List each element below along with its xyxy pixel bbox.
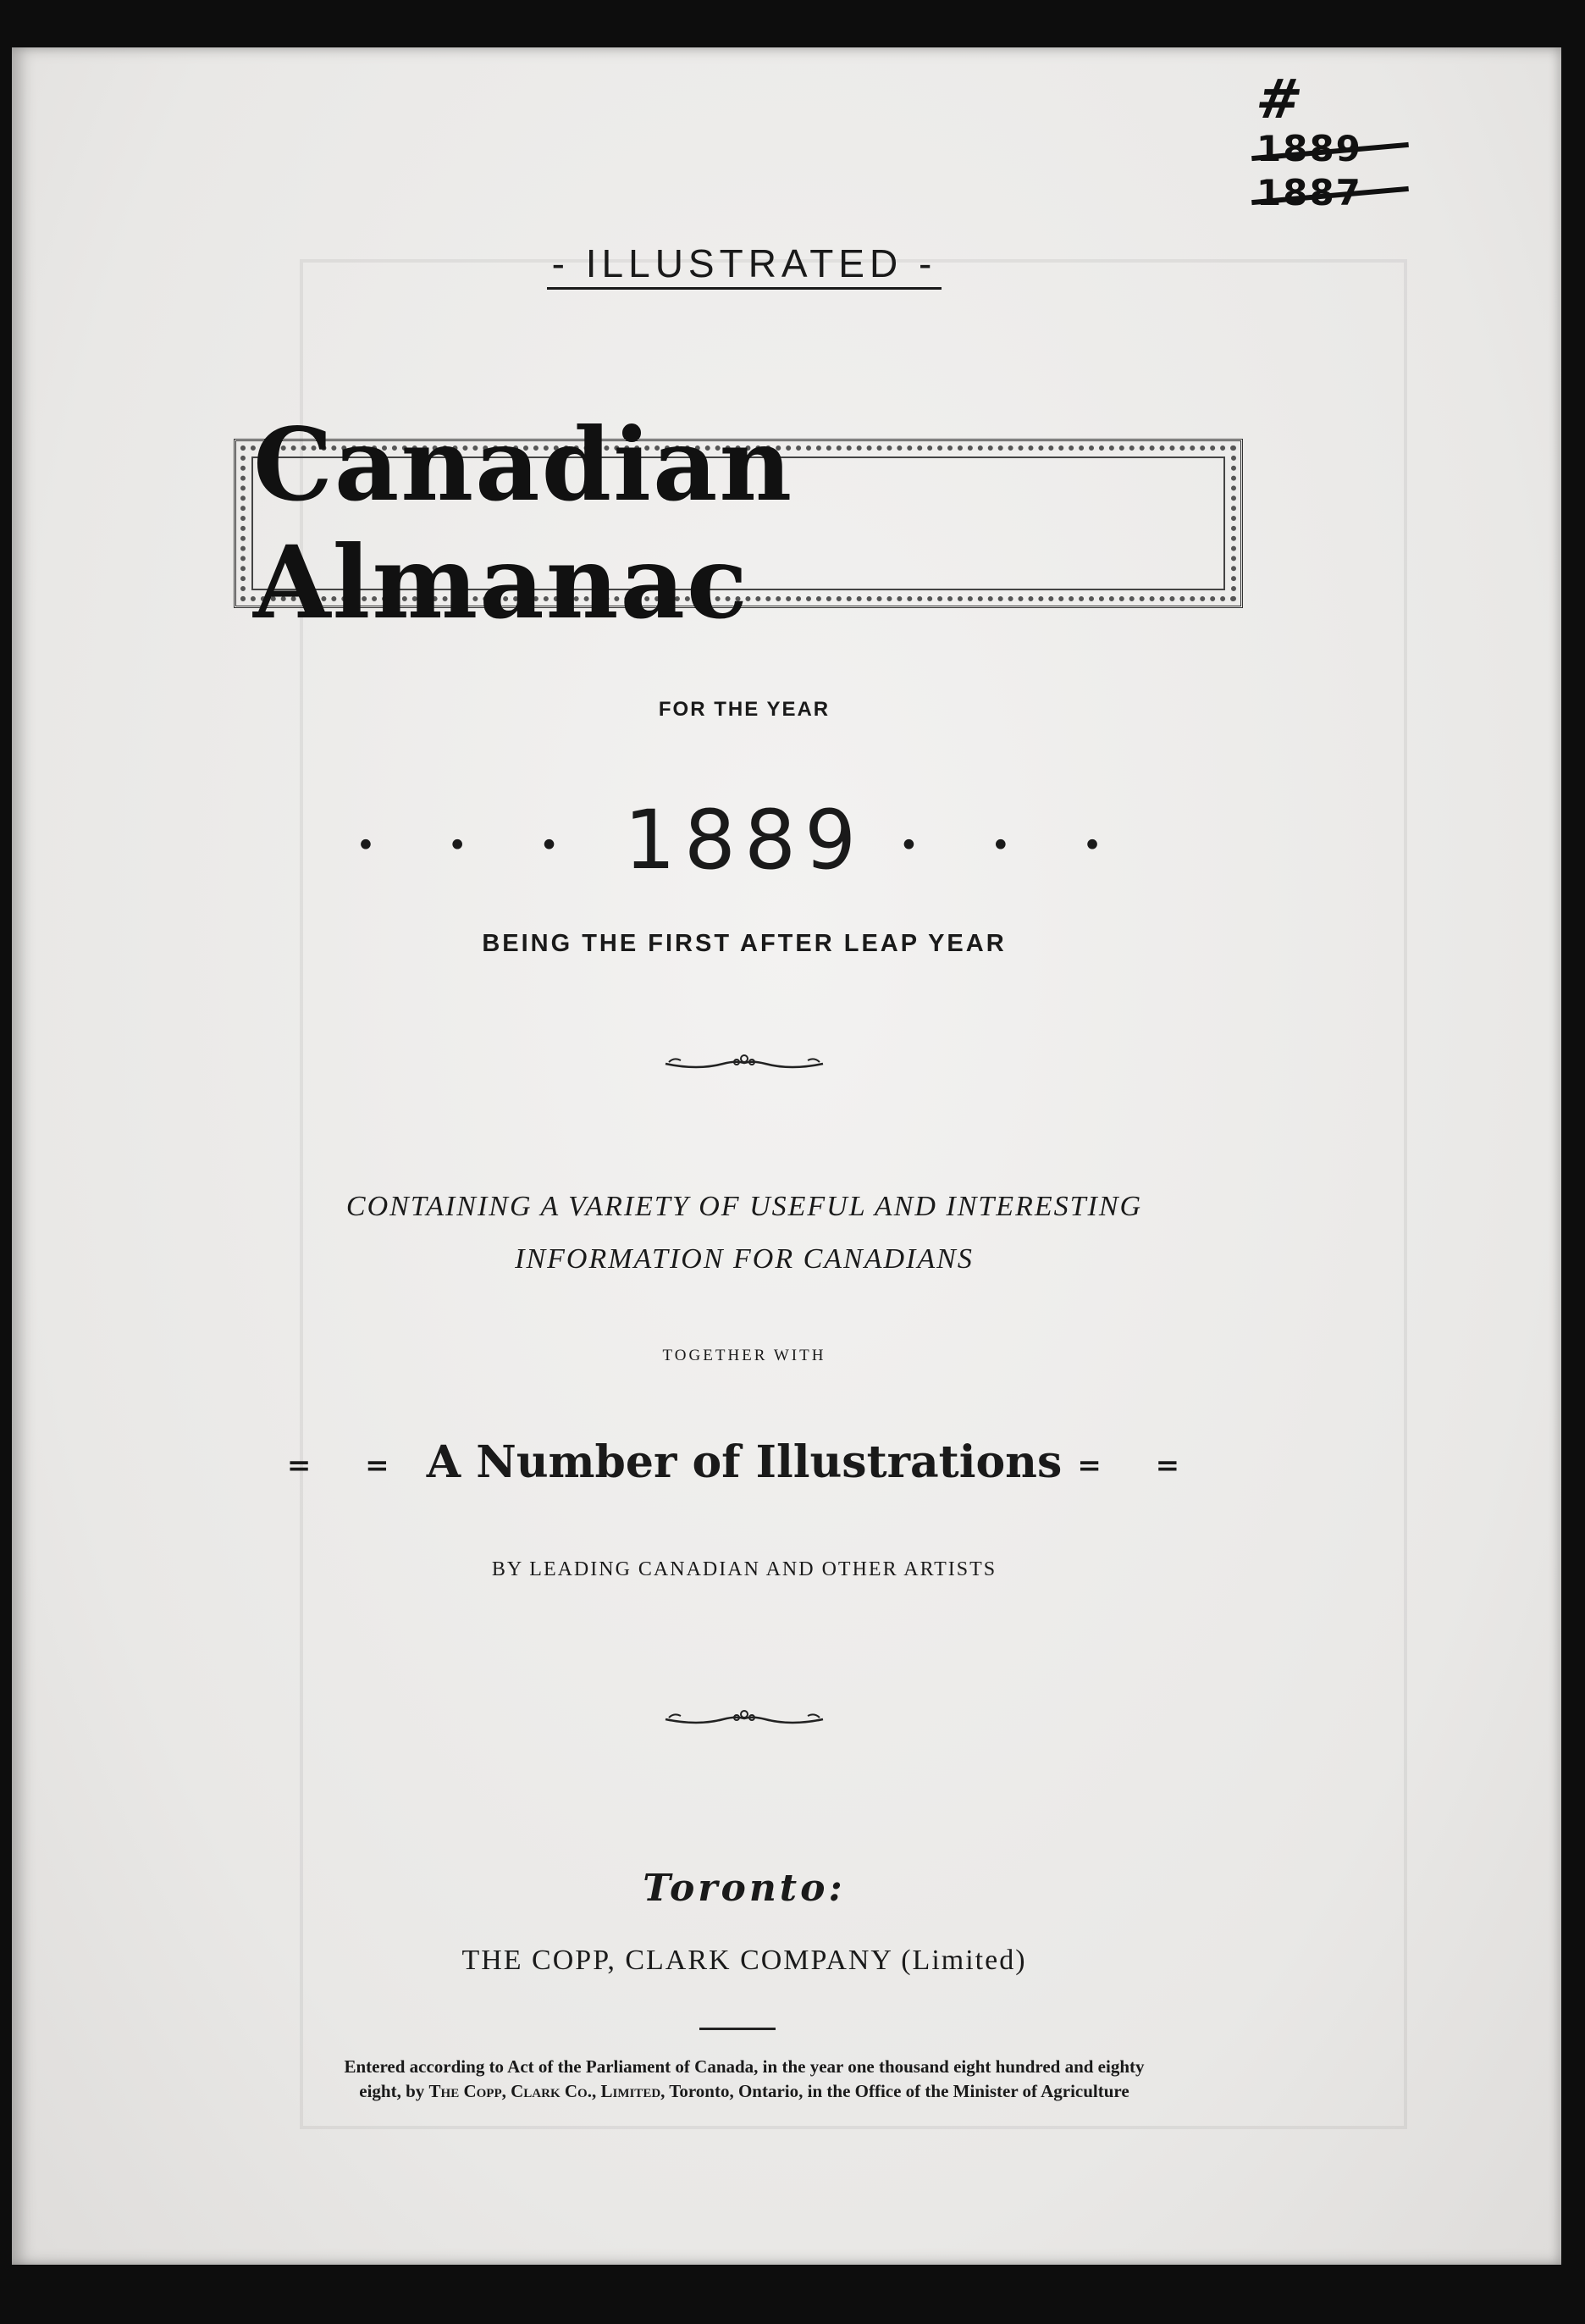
- year-row: [12, 793, 1477, 888]
- for-the-year-label: FOR THE YEAR: [658, 698, 831, 721]
- page: [12, 47, 1561, 2265]
- struck-number-1: 1889: [1256, 127, 1400, 171]
- copyright-line-2: [12, 2079, 1477, 2104]
- together-with-label: TOGETHER WITH: [662, 1347, 826, 1364]
- divider-rule: [699, 2028, 776, 2030]
- title-frame-inner: [251, 406, 1225, 641]
- contents-line-1: CONTAINING A VARIETY OF USEFUL AND INTERESTING: [345, 1191, 1143, 1222]
- illustrations-row: [12, 1436, 1477, 1488]
- flourish-ornament-top: [12, 1052, 1477, 1078]
- leap-year-line: BEING THE FIRST AFTER LEAP YEAR: [482, 930, 1007, 957]
- dots-left: • • •: [356, 826, 590, 866]
- city-label: Toronto:: [643, 1867, 846, 1910]
- handwritten-mark: #: [1251, 69, 1306, 131]
- dots-right: • • •: [898, 826, 1133, 866]
- copyright-firm-name: The Copp, Clark Co., Limited,: [428, 2081, 665, 2101]
- publisher-line: THE COPP, CLARK COMPANY (Limited): [461, 1945, 1027, 1976]
- handwritten-annotation: [1251, 69, 1400, 215]
- illustrated-heading: [12, 241, 1477, 286]
- contents-description: [12, 1181, 1477, 1286]
- dash-right: = =: [1077, 1448, 1202, 1483]
- artists-line: BY LEADING CANADIAN AND OTHER ARTISTS: [491, 1558, 997, 1580]
- dash-left: = =: [286, 1448, 411, 1483]
- struck-number-2: 1887: [1256, 171, 1400, 215]
- flourish-icon: [664, 1052, 825, 1074]
- copyright-notice: [12, 2055, 1477, 2104]
- copyright-line-2-start: eight, by: [359, 2081, 429, 2101]
- contents-line-2: INFORMATION FOR CANADIANS: [515, 1243, 974, 1275]
- year-value: 1889: [623, 793, 865, 888]
- copyright-line-2-end: Toronto, Ontario, in the Office of the Minister of Agriculture: [665, 2081, 1129, 2101]
- page-title: Canadian Almanac: [253, 406, 794, 641]
- title-frame: [234, 406, 1243, 641]
- copyright-line-1: Entered according to Act of the Parliament of Canada, in the year one thousand eight hundred and eighty: [344, 2056, 1145, 2077]
- flourish-ornament-bottom: [12, 1707, 1477, 1734]
- illustrations-heading: A Number of Illustrations: [426, 1436, 1063, 1488]
- illustrated-label: - ILLUSTRATED -: [547, 241, 942, 290]
- flourish-icon: [664, 1707, 825, 1729]
